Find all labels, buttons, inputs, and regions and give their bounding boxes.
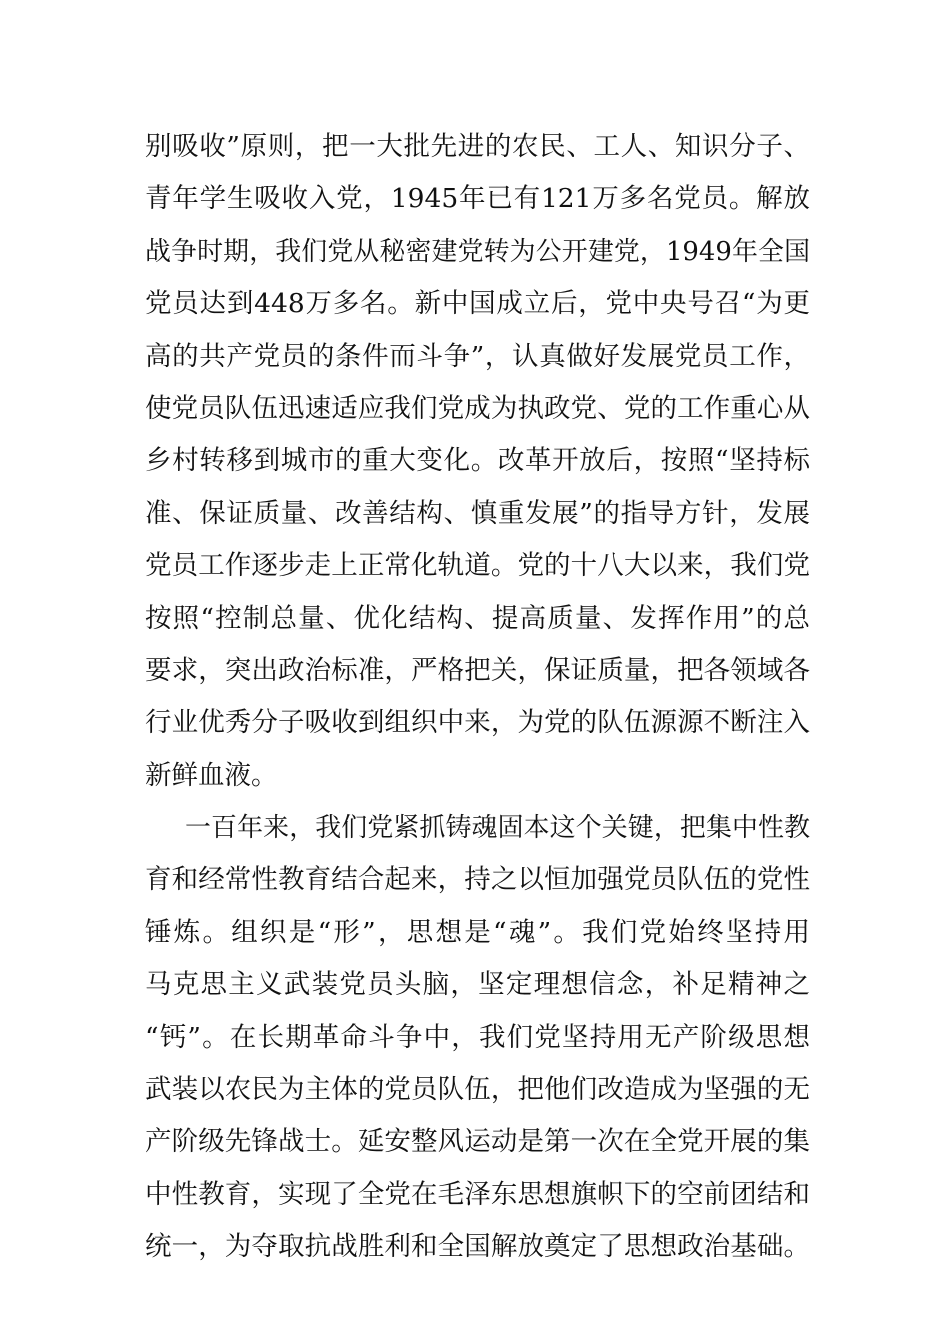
text-line: 党员达到448万多名。新中国成立后，党中央号召“为更 <box>145 288 810 320</box>
text-line: 武装以农民为主体的党员队伍，把他们改造成为坚强的无 <box>145 1074 810 1106</box>
text-line: 青年学生吸收入党，1945年已有121万多名党员。解放 <box>145 183 810 215</box>
text-line: 要求，突出政治标准，严格把关，保证质量，把各领域各 <box>145 654 810 686</box>
text-line: 新鲜血液。 <box>145 759 278 791</box>
text-line: 准、保证质量、改善结构、慎重发展”的指导方针，发展 <box>145 497 810 529</box>
text-line: 党员工作逐步走上正常化轨道。党的十八大以来，我们党 <box>145 550 810 582</box>
body-text <box>145 121 810 1274</box>
text-line: 别吸收”原则，把一大批先进的农民、工人、知识分子、 <box>145 131 810 162</box>
text-line: 按照“控制总量、优化结构、提高质量、发挥作用”的总 <box>145 602 810 634</box>
text-line: 育和经常性教育结合起来，持之以恒加强党员队伍的党性 <box>145 864 810 896</box>
text-line: 锤炼。组织是“形”，思想是“魂”。我们党始终坚持用 <box>145 916 810 948</box>
text-line: 马克思主义武装党员头脑，坚定理想信念，补足精神之 <box>145 969 810 1001</box>
text-line: 战争时期，我们党从秘密建党转为公开建党，1949年全国 <box>145 236 810 267</box>
text-line: 中性教育，实现了全党在毛泽东思想旗帜下的空前团结和 <box>145 1178 810 1210</box>
text-line: 统一，为夺取抗战胜利和全国解放奠定了思想政治基础。 <box>145 1231 810 1263</box>
text-line: 行业优秀分子吸收到组织中来，为党的队伍源源不断注入 <box>145 707 810 739</box>
text-line: 使党员队伍迅速适应我们党成为执政党、党的工作重心从 <box>145 392 810 424</box>
text-line: “钙”。在长期革命斗争中，我们党坚持用无产阶级思想 <box>145 1021 810 1053</box>
text-line: 高的共产党员的条件而斗争”，认真做好发展党员工作， <box>145 340 810 372</box>
text-line-indented: 一百年来，我们党紧抓铸魂固本这个关键，把集中性教 <box>185 813 810 844</box>
text-line: 乡村转移到城市的重大变化。改革开放后，按照“坚持标 <box>145 445 810 477</box>
text-line: 产阶级先锋战士。延安整风运动是第一次在全党开展的集 <box>145 1126 810 1158</box>
